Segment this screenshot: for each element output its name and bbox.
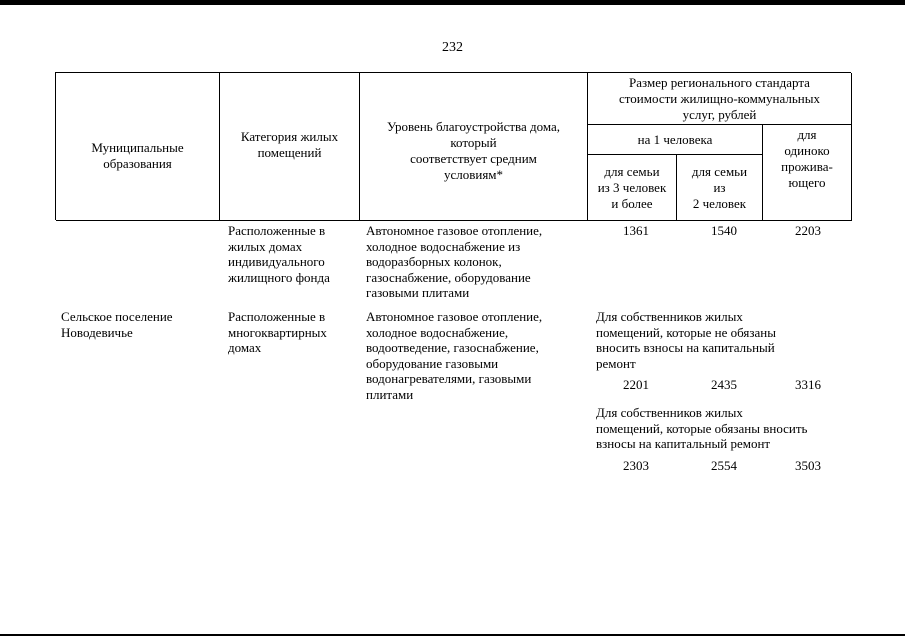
row2-municipality: Сельское поселение Новодевичье — [61, 309, 173, 340]
header-standard-size: Размер регионального стандарта стоимости жилищно-коммунальных услуг, рублей — [588, 73, 852, 125]
row2-value-a-family3: 2201 — [623, 377, 649, 392]
header-municipality: Муниципальные образования — [56, 73, 220, 221]
row1-value-single: 2203 — [795, 223, 821, 238]
bottom-border-rule — [0, 634, 905, 636]
page-number: 232 — [442, 40, 463, 55]
row2-value-b-single: 3503 — [795, 458, 821, 473]
row1-value-family3: 1361 — [623, 223, 649, 238]
row2-value-a-family2: 2435 — [711, 377, 737, 392]
top-border-rule — [0, 0, 905, 5]
row2-note-no-capital-repair: Для собственников жилых помещений, которые не обязаны вносить взносы на капитальный ремонт — [596, 309, 776, 371]
row1-value-family2: 1540 — [711, 223, 737, 238]
row2-value-b-family2: 2554 — [711, 458, 737, 473]
row2-note-capital-repair: Для собственников жилых помещений, которые обязаны вносить взносы на капитальный ремонт — [596, 405, 808, 451]
row1-amenity-level: Автономное газовое отопление, холодное водоснабжение из водоразборных колонок, газоснабжение, оборудование газовыми плитами — [366, 223, 543, 300]
row2-category: Расположенные в многоквартирных домах — [228, 309, 327, 355]
row1-category: Расположенные в жилых домах индивидуального жилищного фонда — [228, 223, 330, 285]
header-family-3: для семьи из 3 человек и более — [588, 155, 677, 221]
table-header — [55, 72, 851, 220]
header-family-2: для семьи из 2 человек — [677, 155, 763, 221]
row2-value-a-single: 3316 — [795, 377, 821, 392]
header-single-resident: для одиноко прожива- ющего — [763, 125, 852, 221]
row2-amenity-level: Автономное газовое отопление, холодное водоснабжение, водоотведение, газоснабжение, оборудование газовыми водонагревателями, газовыми плитами — [366, 309, 543, 402]
header-per-person: на 1 человека — [588, 125, 763, 155]
header-category: Категория жилых помещений — [220, 73, 360, 221]
header-amenity-level: Уровень благоустройства дома, который соответствует средним условиям* — [360, 73, 588, 221]
row2-value-b-family3: 2303 — [623, 458, 649, 473]
